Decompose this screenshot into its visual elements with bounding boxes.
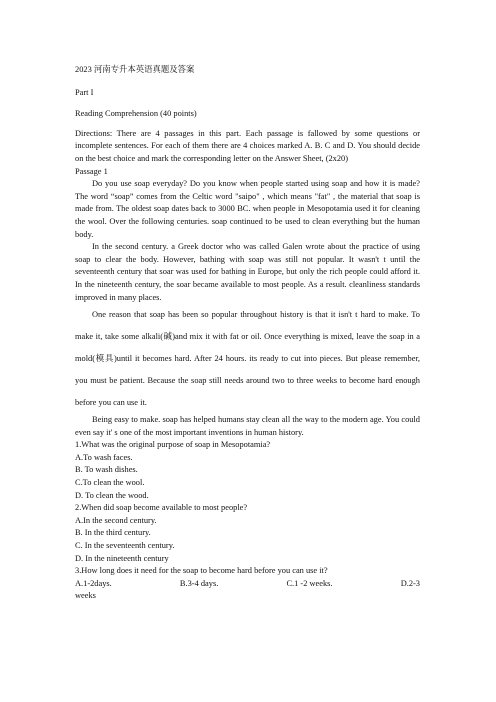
question-option: C. In the seventeenth century. bbox=[75, 541, 175, 551]
question-option: C.1 -2 weeks. bbox=[286, 578, 333, 588]
passage-paragraph-4: Being easy to make. soap has helped humans stay clean all the way to the modern age. You could even say it' s one of the most important inventions in human history. bbox=[75, 415, 420, 437]
question-option: B.3-4 days. bbox=[179, 578, 219, 588]
question-1 bbox=[75, 439, 420, 502]
question-stem: 3.How long does it need for the soap to become hard before you can use it? bbox=[75, 566, 328, 576]
question-stem: 2.When did soap become available to most people? bbox=[75, 503, 248, 513]
question-option: A.1-2days. bbox=[75, 578, 112, 588]
question-option: A.To wash faces. bbox=[75, 452, 133, 462]
question-options-row bbox=[75, 578, 420, 591]
directions-text: Directions: There are 4 passages in this part. Each passage is fallowed by some questions or incomplete sentences. For each of them there are 4 choices marked A. B. C and D. You should decide on the best choice and mark the corresponding letter on the Answer Sheet, (2x20) bbox=[75, 128, 420, 163]
passage-paragraph-3: One reason that soap has been so popular throughout history is that it isn't t hard to make. To make it, take some alkali(碱)and mix it with fat or oil. Once everything is mixed, leave the soap in a mold(模具)until it becomes hard. After 24 hours. its ready to cut into pieces. But please remember, you must be patient. Because the soap still needs around two to three weeks to become hard enough before you can use it. bbox=[75, 310, 420, 408]
exam-document bbox=[75, 64, 420, 603]
question-2 bbox=[75, 502, 420, 565]
question-3 bbox=[75, 565, 420, 603]
question-option: A.In the second century. bbox=[75, 515, 157, 525]
question-option: D. To clean the wood. bbox=[75, 490, 149, 500]
passage-paragraph-2: In the second century. a Greek doctor who was called Galen wrote about the practice of using soap to clear the body. However, bathing with soap was still not popular. It wasn't t until the seventeenth century that soar was used for bathing in Europe, but only the rich people could afford it. In the nineteenth century, the soar became available to most people. As a result. cleanliness standards improved in many places. bbox=[75, 242, 420, 302]
question-stem: 1.What was the original purpose of soap in Mesopotamia? bbox=[75, 440, 271, 450]
passage-paragraph-1: Do you use soap everyday? Do you know when people started using soap and how it is made? The word “soap” comes from the Celtic word "saipo" , which means "fat" , the material that soap is made from. The oldest soap dates back to 3000 BC. when people in Mesopotamia used it for cleaning the wool. Over the following centuries. soap continued to be used to clean everything but the human body. bbox=[75, 179, 420, 239]
part-heading: Part I bbox=[75, 87, 94, 97]
question-option: B. To wash dishes. bbox=[75, 465, 138, 475]
question-option: D.2-3 bbox=[400, 578, 420, 588]
question-option: C.To clean the wool. bbox=[75, 478, 145, 488]
question-option: B. In the third century. bbox=[75, 528, 151, 538]
section-heading: Reading Comprehension (40 points) bbox=[75, 109, 197, 119]
document-title: 2023 河南专升本英语真题及答案 bbox=[75, 65, 195, 74]
passage-label: Passage 1 bbox=[75, 166, 108, 176]
question-option: D. In the nineteenth century bbox=[75, 553, 169, 563]
question-option-wrap: weeks bbox=[75, 591, 96, 601]
